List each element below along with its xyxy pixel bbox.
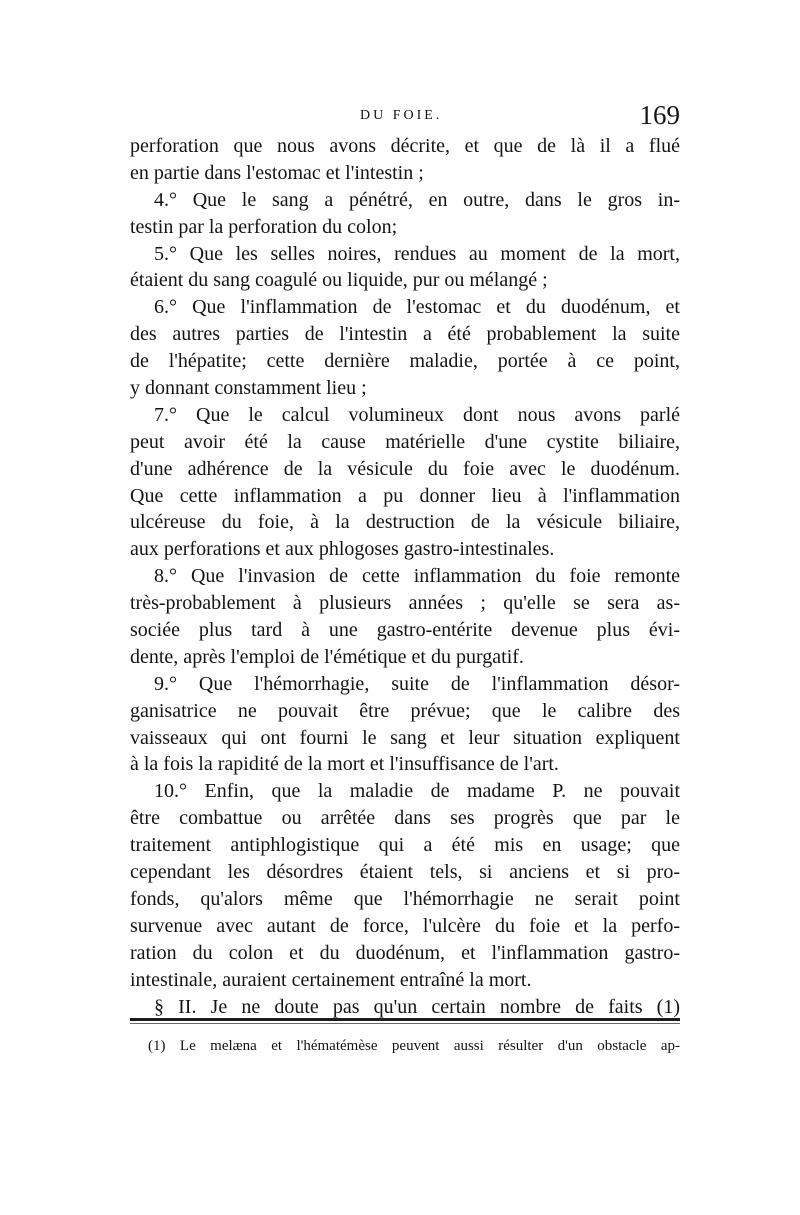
body-text xyxy=(130,133,680,1020)
text-line: très-probablement à plusieurs années ; qu'elle se sera as- xyxy=(130,592,680,615)
text-line: ration du colon et du duodénum, et l'inflammation gastro- xyxy=(130,941,680,964)
running-head xyxy=(130,100,680,134)
text-line: perforation que nous avons décrite, et que de là il a flué xyxy=(130,135,680,157)
text-line: 6.° Que l'inflammation de l'estomac et du duodénum, et xyxy=(154,296,680,319)
text-line: ulcéreuse du foie, à la destruction de la vésicule biliaire, xyxy=(130,511,680,534)
text-line: étaient du sang coagulé ou liquide, pur ou mélangé ; xyxy=(130,269,548,292)
text-line: dente, après l'emploi de l'émétique et du purgatif. xyxy=(130,645,524,668)
text-line: d'une adhérence de la vésicule du foie avec le duodénum. xyxy=(130,457,680,480)
text-line: 4.° Que le sang a pénétré, en outre, dans le gros in- xyxy=(154,188,680,211)
text-line: à la fois la rapidité de la mort et l'insuffisance de l'art. xyxy=(130,753,559,776)
footnote-rule xyxy=(130,1018,680,1021)
text-line: cependant les désordres étaient tels, si anciens et si pro- xyxy=(130,861,680,884)
text-line: ganisatrice ne pouvait être prévue; que le calibre des xyxy=(130,699,680,722)
text-line: des autres parties de l'intestin a été probablement la suite xyxy=(130,323,680,346)
footnote-rule-thin xyxy=(130,1023,680,1024)
text-line: sociée plus tard à une gastro-entérite devenue plus évi- xyxy=(130,619,680,642)
text-line: testin par la perforation du colon; xyxy=(130,215,398,238)
text-line: 5.° Que les selles noires, rendues au moment de la mort, xyxy=(154,242,680,265)
running-title: DU FOIE. xyxy=(360,108,443,123)
text-line: fonds, qu'alors même que l'hémorrhagie ne serait point xyxy=(130,887,680,910)
text-line: 8.° Que l'invasion de cette inflammation du foie remonte xyxy=(154,565,680,588)
page-number: 169 xyxy=(639,100,680,130)
text-line: Que cette inflammation a pu donner lieu à l'inflammation xyxy=(130,484,680,507)
text-line: § II. Je ne doute pas qu'un certain nombre de faits (1) xyxy=(154,995,680,1018)
text-line: 10.° Enfin, que la maladie de madame P. ne pouvait xyxy=(154,780,680,803)
text-line: 7.° Que le calcul volumineux dont nous avons parlé xyxy=(154,403,680,426)
text-line: survenue avec autant de force, l'ulcère du foie et la perfo- xyxy=(130,914,680,937)
text-line: de l'hépatite; cette dernière maladie, portée à ce point, xyxy=(130,350,680,373)
text-line: y donnant constamment lieu ; xyxy=(130,377,367,400)
text-line: en partie dans l'estomac et l'intestin ; xyxy=(130,161,424,184)
footnote: (1) Le melæna et l'hématémèse peuvent aussi résulter d'un obstacle ap- xyxy=(148,1038,680,1054)
text-line: intestinale, auraient certainement entraîné la mort. xyxy=(130,968,532,991)
text-line: être combattue ou arrêtée dans ses progrès que par le xyxy=(130,807,680,830)
text-line: traitement antiphlogistique qui a été mis en usage; que xyxy=(130,834,680,857)
text-line: aux perforations et aux phlogoses gastro-intestinales. xyxy=(130,538,555,561)
text-line: 9.° Que l'hémorrhagie, suite de l'inflammation désor- xyxy=(154,672,680,695)
text-line: peut avoir été la cause matérielle d'une cystite biliaire, xyxy=(130,430,680,453)
text-line: vaisseaux qui ont fourni le sang et leur situation expliquent xyxy=(130,726,680,749)
